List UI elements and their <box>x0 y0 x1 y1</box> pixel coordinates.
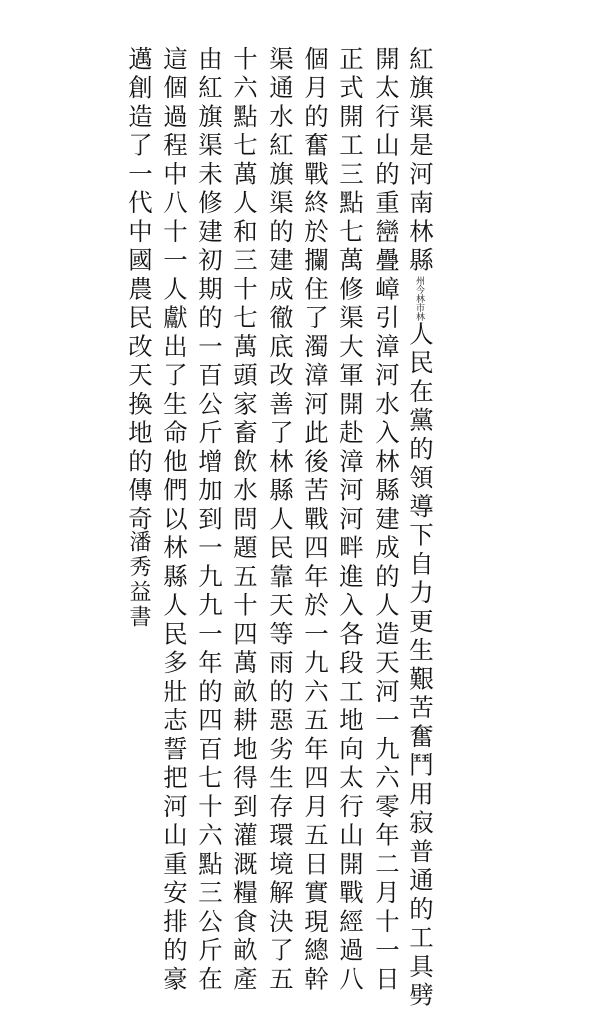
calligraphy-column-1 <box>406 46 432 1011</box>
calligraphy-column-9: 邁創造了一代中國農民改天換地的傳奇 <box>124 46 153 535</box>
calligraphy-column-4: 個月的奮戰終於攔住了濁漳河此後苦戰四年於一九六五年四月五日實現總幹 <box>300 46 329 995</box>
calligraphy-column-7: 由紅旗渠未修建初期的一百公斤增加到一九九一年的四百七十六點三公斤在 <box>194 46 223 995</box>
column-1-text-after: 人民在黨的領導下自力更生艱苦奮鬥用寂普通的工具劈 <box>405 321 434 1011</box>
place-name-annotation: 州今林市林 <box>414 276 424 321</box>
calligrapher-signature: 潘秀益書 <box>126 530 151 630</box>
calligraphy-column-2: 開太行山的重巒疊嶂引漳河水入林縣建成的人造天河一九六零年二月十一日 <box>371 46 400 995</box>
column-1-text-before: 紅旗渠是河南林縣 <box>405 46 434 276</box>
calligraphy-column-6: 十六點七萬人和三十七萬頭家畜飲水問題五十四萬畝耕地得到灌溉糧食畝產 <box>229 46 258 995</box>
calligraphy-column-3: 正式開工三點七萬修渠大軍開赴漳河河畔進入各段工地向太行山開戰經過八 <box>335 46 364 995</box>
calligraphy-column-8: 這個過程中八十一人獻出了生命他們以林縣人民多壯志誓把河山重安排的豪 <box>159 46 188 995</box>
calligraphy-column-5: 渠通水紅旗渠的建成徹底改善了林縣人民靠天等雨的惡劣生存環境解決了五 <box>265 46 294 995</box>
